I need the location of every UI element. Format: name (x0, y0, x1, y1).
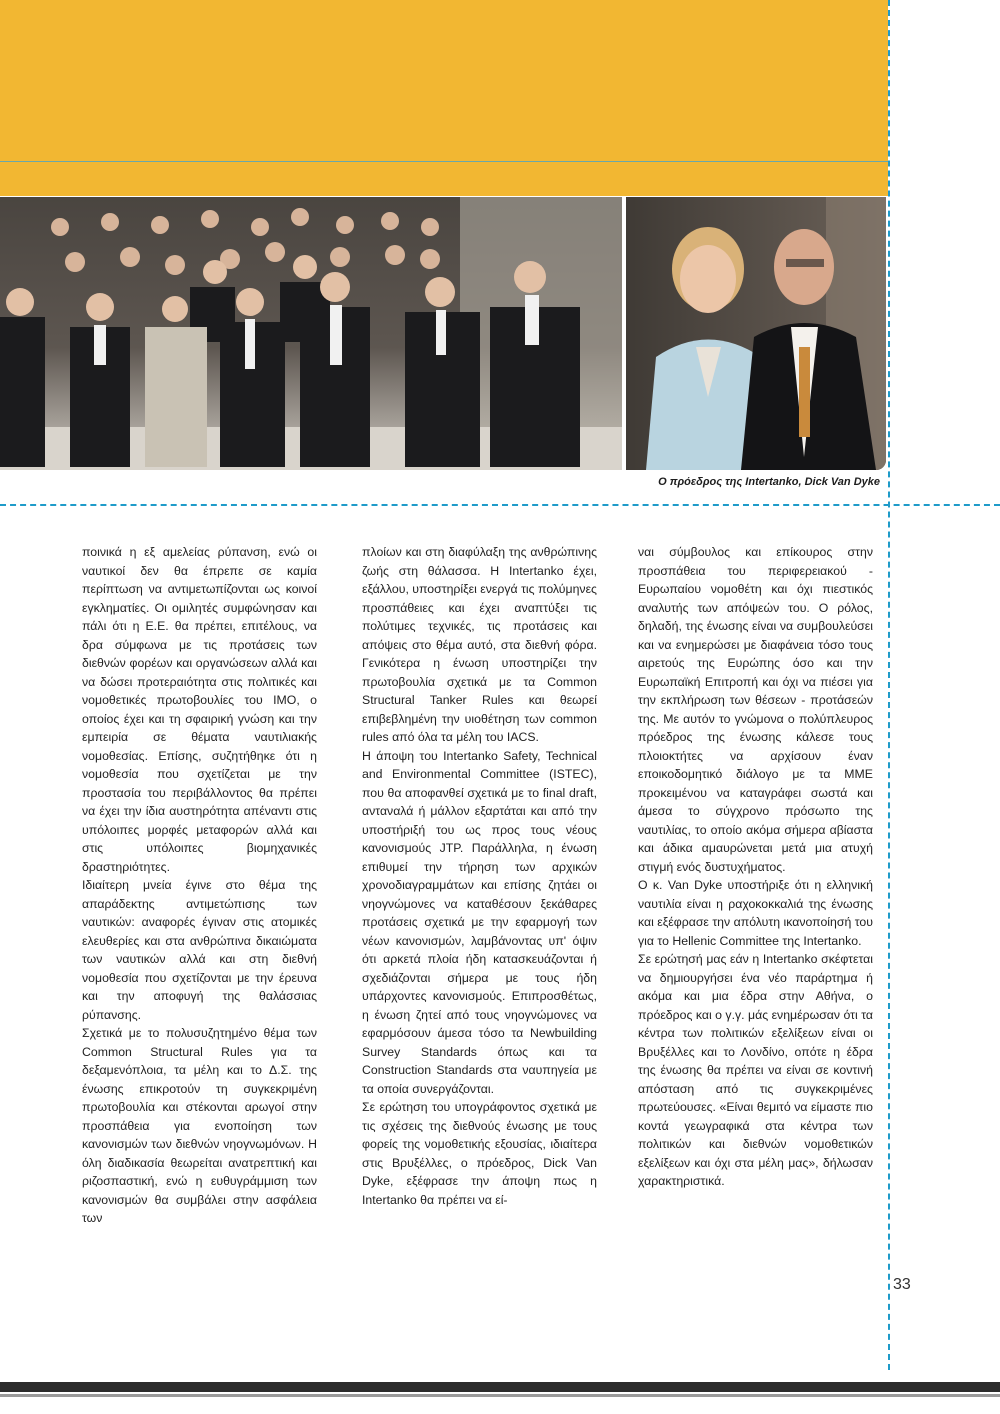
photo-caption: Ο πρόεδρος της Intertanko, Dick Van Dyke (658, 476, 880, 488)
text-column-2 (362, 543, 597, 1209)
column-3-paragraph-3: Σε ερώτησή μας εάν η Intertanko σκέφτεται να δημιουργήσει ένα νέο παράρτημα ή ακόμα και μια έδρα στην Αθήνα, ο πρόεδρος και ο γ.γ. μάς ενημέρωσαν ότι τα κέντρα των πολιτικών εξελίξεων είναι οι Βρυξέλλες και το Λονδίνο, οπότε η έδρα της ένωσης θα πρέπει να είναι σε κοντινή απόσταση από τις συγκεκριμένες πρωτεύουσες. «Είναι θεμιτό να είμαστε πιο κοντά γεωγραφικά στα κέντρα των πολιτικών και διεθνών νομοθετικών εξελίξεων και όχι στα μέλη μας», δήλωσαν χαρακτηριστικά. (638, 952, 873, 1188)
column-2-paragraph-1: πλοίων και στη διαφύλαξη της ανθρώπινης ζωής στη θάλασσα. Η Intertanko έχει, εξάλλου, υποστηρίξει ενεργά τις πολύμηνες προσπάθειες και έχει αναπτύξει τις πολύτιμες τεχνικές, τις προτάσεις και απόψεις στο θέμα αυτό, στα διεθνή φόρα. Γενικότερα η ένωση υποστηρίζει την πρωτοβουλία σχετικά με τα Common Structural Tanker Rules και θεωρεί επιβεβλημένη την υιοθέτηση των common rules από όλα τα μέλη του IACS. (362, 545, 597, 744)
header-rule (0, 161, 888, 162)
column-3-paragraph-2: Ο κ. Van Dyke υποστήριξε ότι η ελληνική ναυτιλία είναι η ραχοκοκκαλιά της ένωσης και εξέφρασε την απόλυτη ικανοποίησή του για το Hellenic Committee της Intertanko. (638, 878, 873, 948)
portrait-photo-illustration (626, 197, 886, 470)
header-color-band (0, 0, 888, 196)
text-column-1 (82, 543, 317, 1228)
bottom-bar (0, 1382, 1000, 1392)
group-photo (0, 197, 622, 470)
column-2-paragraph-3: Σε ερώτηση του υπογράφοντος σχετικά με τις σχέσεις της διεθνούς ένωσης με τους φορείς της νομοθετικής εξουσίας, ιδιαίτερα στις Βρυξέλλες, ο πρόεδρος, Dick Van Dyke, εξέφρασε την άποψη πως η Intertanko θα πρέπει να εί- (362, 1100, 597, 1207)
column-1-paragraph-3: Σχετικά με το πολυσυζητημένο θέμα των Common Structural Rules για τα δεξαμενόπλοια, τα μέλη και το Δ.Σ. της ένωσης επικροτούν τη συγκεκριμένη πρωτοβουλία και στέκονται αρωγοί στην προσπάθεια για ενοποίηση των κανονισμών των διεθνών νηογνωμόνων. Η όλη διαδικασία θεωρείται ανατρεπτική και ριζοσπαστική, ενώ η ευθυγράμμιση των κανονισμών θα συμβάλει στην ασφάλεια των (82, 1026, 317, 1225)
group-photo-illustration (0, 197, 622, 470)
text-column-3 (638, 543, 873, 1191)
column-3-paragraph-1: ναι σύμβουλος και επίκουρος στην προσπάθεια του περιφερειακού - Ευρωπαίου νομοθέτη και όχι πιεστικός αναλυτής των απόψεών του. Ο ρόλος, δηλαδή, της ένωσης είναι να συμβουλεύσει και να ενημερώσει με διαφάνεια τόσο τους αιρετούς της Ευρώπης όσο και την Ευρωπαϊκή Επιτροπή και όχι να πιέσει για την εκπλήρωση των θέσεων - προτάσεών της. Με αυτόν το γνώμονα ο πολύπλευρος πρόεδρος της ένωσης κάλεσε τους πλοιοκτήτες να αρχίσουν έναν εποικοδομητικό διάλογο με τα ΜΜΕ προκειμένου να καταγράφει σωστά και άμεσα το σύγχρονο πρόσωπο της ναυτιλίας, το οποίο ακόμα σήμερα αβίαστα και άδικα αμαυρώνεται μετά μια ατυχή στιγμή ενός δυστυχήματος. (638, 545, 873, 874)
column-1-paragraph-1: ποινικά η εξ αμελείας ρύπανση, ενώ οι ναυτικοί δεν θα έπρεπε σε καμία περίπτωση να αντιμετωπίζονται ως κοινοί εγκληματίες. Οι ομιλητές συμφώνησαν και πάλι ότι η Ε.Ε. θα πρέπει, επιτέλους, να δρα σύμφωνα με τις προτάσεις των διεθνών φορέων και οργανώσεων αλλά και να δώσει προτεραιότητα στις πολιτικές και νομοθετικές πρωτοβουλίες του IMO, ο οποίος έχει και τη σφαιρική γνώση και την εμπειρία σε θέματα ναυτιλιακής νομοθεσίας. Επίσης, συζητήθηκε ότι η νομοθεσία που σχετίζεται με την προστασία του περιβάλλοντος θα πρέπει να έχει την ίδια αυστηρότητα απέναντι στις υπόλοιπες μορφές μεταφορών αλλά και στις υπόλοιπες βιομηχανικές δραστηριότητες. (82, 545, 317, 874)
page-number: 33 (893, 1276, 911, 1293)
horizontal-dashed-guide (0, 504, 1000, 506)
column-1-paragraph-2: Ιδιαίτερη μνεία έγινε στο θέμα της απαράδεκτης αντιμετώπισης των ναυτικών: αναφορές έγιναν στις ατομικές ελευθερίες και στα ανθρώπινα δικαιώματα των ναυτικών αλλά και στη διεθνή νομοθεσία που σχετίζονται με την έρευνα και την αποφυγή της θαλάσσιας ρύπανσης. (82, 878, 317, 1022)
column-2-paragraph-2: Η άποψη του Intertanko Safety, Technical and Environmental Committee (ISTEC), που θα αποφανθεί σχετικά με το final draft, ανταναλά ή μάλλον εξαρτάται και από την υποστήριξή του ως προς τους νέους κανονισμούς JTP. Παράλληλα, η ένωση επιθυμεί την τήρηση των αρχικών χρονοδιαγραμμάτων και επίσης ζητάει οι νηογνώμονες να καταθέσουν ξεκάθαρες προτάσεις σχετικά με την εφαρμογή των νέων κανονισμών, λαμβάνοντας υπ' όψιν ότι αρκετά πλοία ήδη κατασκευάζονται ή σχεδιάζονται σήμερα με τους ήδη υπάρχοντες κανονισμούς. Επιπροσθέτως, η ένωση ζητεί από τους νηογνώμονες να εφαρμόσουν άμεσα τόσο τα Newbuilding Survey Standards όπως και τα Construction Standards στα ναυπηγεία με τα οποία συνεργάζονται. (362, 748, 597, 1096)
portrait-photo (626, 197, 886, 470)
bottom-bar-accent (0, 1394, 1000, 1397)
vertical-dashed-guide (888, 0, 890, 1370)
